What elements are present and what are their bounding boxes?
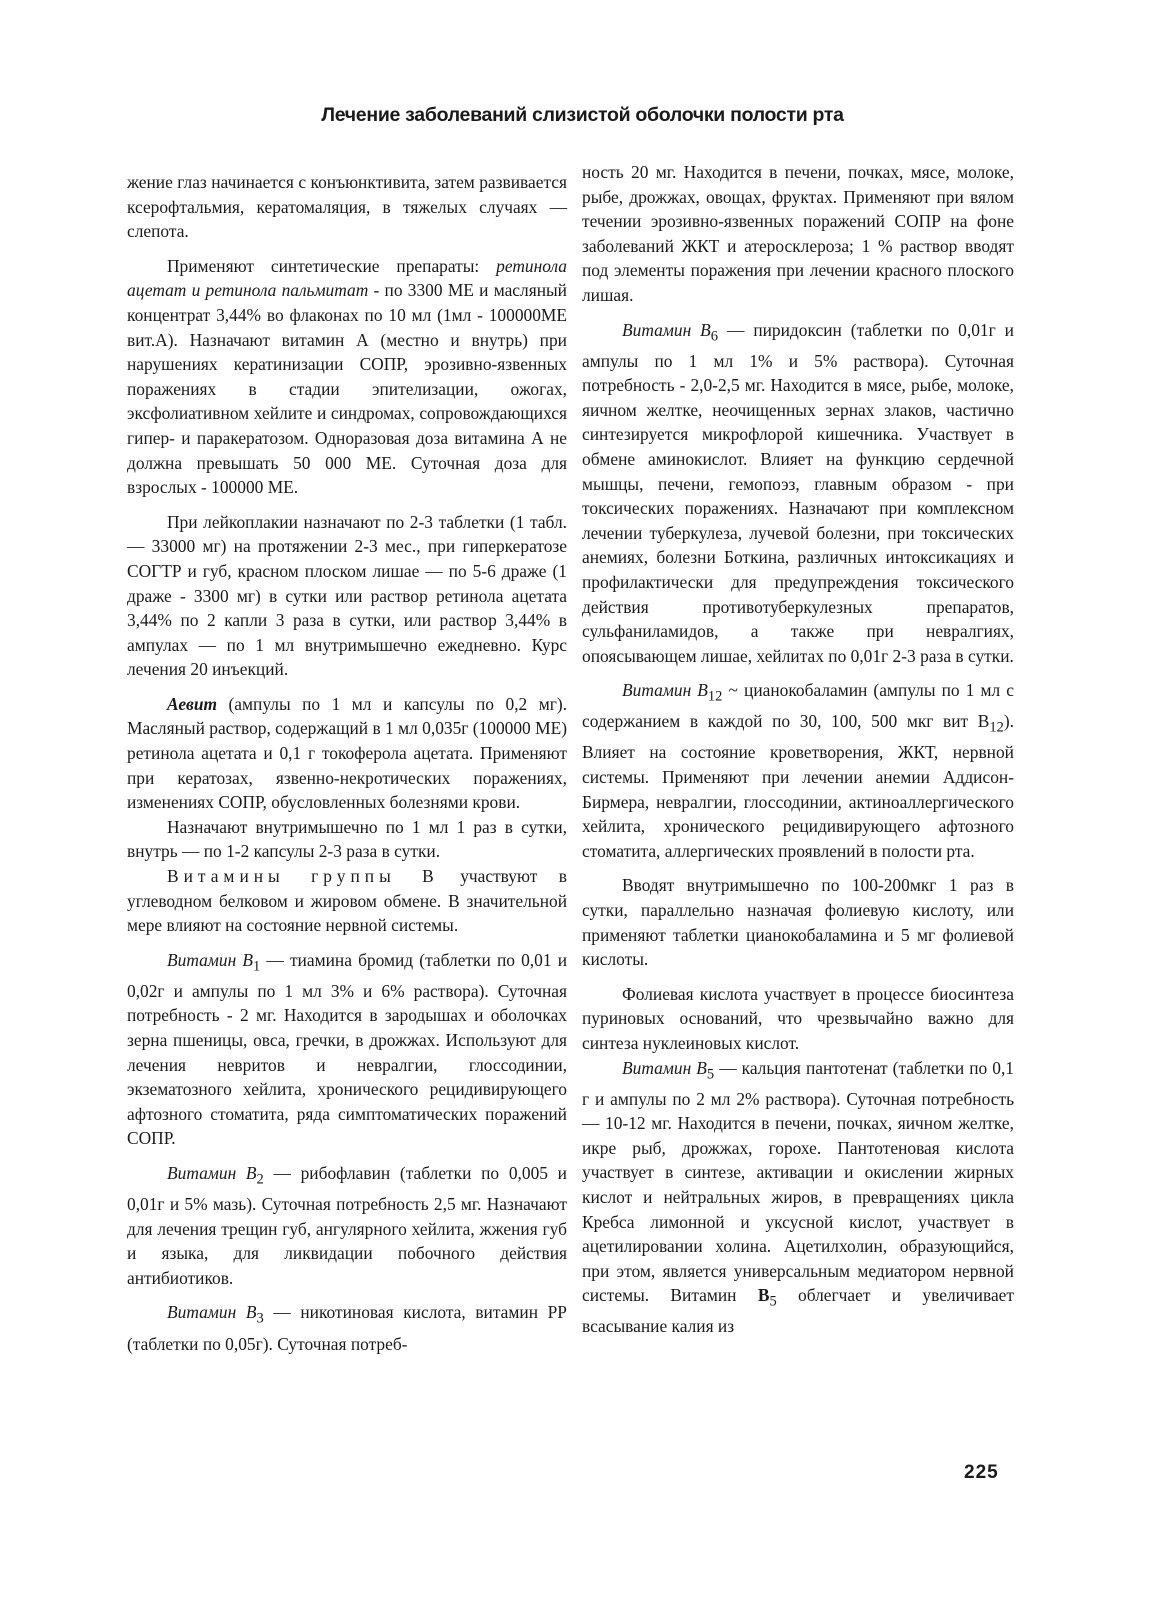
paragraph: Фолиевая кислота участвует в процессе биосинтеза пуриновых оснований, что чрезвычайно важно для синтеза нуклеиновых кислот. bbox=[582, 983, 1014, 1053]
page-number: 225 bbox=[964, 1462, 999, 1483]
vitamin-label: Витамин B bbox=[167, 1163, 257, 1184]
section-lead-spaced: Витамины группы В bbox=[167, 866, 439, 887]
paragraph-text: — тиамина бромид (таблетки по 0,01 и 0,02г и ампулы по 1 мл 3% и 6% раствора). Суточная потребность - 2 мг. Находится в зародышах и оболочках зерна пшеницы, овса, гречки, в дрожжах. Используют для лечения невритов и невралгии, глоссодинии, экзематозного хейлита, хронического рецидивирующего афтозного стоматита, ряда симптоматических поражений СОПР. bbox=[127, 949, 567, 1149]
paragraph: жение глаз начинается с конъюнктивита, затем развивается ксерофтальмия, кератомаляция, в тяжелых случаях — слепота. bbox=[127, 172, 567, 242]
vitamin-subscript: 2 bbox=[256, 1171, 264, 1188]
paragraph-text: - по 3300 МЕ и масляный концентрат 3,44% во флаконах по 10 мл (1мл - 100000МЕ вит.А). Назначают витамин А (местно и внутрь) при нарушениях кератинизации СОПР, эрозивно-язвенных поражениях в стадии эпителизации, ожогах, эксфолиативном хейлите и синдромах, сопровождающихся гипер- и паракератозом. Одноразовая доза витамина А не должна превышать 50 000 МЕ. Суточная доза для взрослых - 100000 МЕ. bbox=[127, 280, 567, 498]
left-column bbox=[127, 170, 567, 1366]
vitamin-label: Витамин B bbox=[167, 1302, 257, 1323]
paragraph bbox=[582, 678, 1014, 863]
paragraph-text: ~ цианокобаламин (ампулы по 1 мл с содержанием в каждой по 30, 100, 500 мкг вит B bbox=[582, 680, 1014, 732]
paragraph bbox=[127, 692, 567, 815]
paragraph bbox=[127, 254, 567, 500]
vitamin-inline: B bbox=[757, 1285, 770, 1306]
paragraph bbox=[127, 1161, 567, 1290]
running-header: Лечение заболеваний слизистой оболочки полости рта bbox=[321, 104, 844, 126]
paragraph bbox=[127, 1300, 567, 1356]
paragraph: Назначают внутримышечно по 1 мл 1 раз в сутки, внутрь — по 1-2 капсулы 2-3 раза в сутки. bbox=[127, 816, 567, 862]
paragraph-text: — рибофлавин (таблетки по 0,005 и 0,01г и 5% мазь). Суточная потребность 2,5 мг. Назначают для лечения трещин губ, ангулярного хейлита, жжения губ и языка, для ликвидации побочного действия антибиотиков. bbox=[127, 1163, 567, 1288]
vitamin-subscript: 6 bbox=[710, 328, 719, 345]
vitamin-subscript: 12 bbox=[989, 719, 1004, 736]
paragraph bbox=[127, 948, 567, 1151]
paragraph-text: облегчает и увеличивает всасывание калия из bbox=[582, 1285, 1014, 1337]
paragraph-text: ). Влияет на состояние кроветворения, ЖКТ, нервной системы. Применяют при лечении анемии Аддисон-Бирмера, невралгии, глоссодинии, актиноаллергического хейлита, хронического рецидивирующего афтозного стоматита, аллергических проявлений в полости рта. bbox=[582, 711, 1014, 861]
vitamin-subscript: 5 bbox=[706, 1066, 715, 1083]
paragraph-text: участвуют в углеводном белковом и жировом обмене. В значительной мере влияют на состояние нервной системы. bbox=[127, 866, 567, 936]
vitamin-subscript: 5 bbox=[769, 1293, 777, 1310]
vitamin-label: Витамин B bbox=[622, 680, 708, 701]
vitamin-label: Витамин B bbox=[622, 1057, 707, 1078]
drug-names: ретинола ацетат и ретинола пальмитат bbox=[127, 255, 567, 301]
paragraph: ность 20 мг. Находится в печени, почках, мясе, молоке, рыбе, дрожжах, овощах, фруктах. Применяют при вялом течении эрозивно-язвенных поражений СОПР на фоне заболеваний ЖКТ и атеросклероза; 1 % раствор вводят под элементы поражения при лечении красного плоского лишая. bbox=[582, 162, 1014, 305]
right-column bbox=[582, 160, 1014, 1349]
paragraph bbox=[127, 864, 567, 938]
paragraph-text: — пиридоксин (таблетки по 0,01г и ампулы по 1 мл 1% и 5% раствора). Суточная потребность - 2,0-2,5 мг. Находится в мясе, рыбе, молоке, яичном желтке, неочищенных зернах злаков, частично синтезируется микрофлорой кишечника. Участвует в обмене аминокислот. Влияет на функцию сердечной мышцы, печени, гемопоэз, главным образом - при токсических поражениях. Назначают при комплексном лечении туберкулеза, лучевой болезни, при токсических анемиях, болезни Боткина, различных интоксикациях и профилактически для предупреждения токсического действия противотуберкулезных препаратов, сульфаниламидов, а также при невралгиях, опоясывающем лишае, хейлитах по 0,01г 2-3 раза в сутки. bbox=[582, 319, 1014, 666]
paragraph-text: — никотиновая кислота, витамин РР (таблетки по 0,05г). Суточная потреб- bbox=[127, 1302, 567, 1354]
paragraph bbox=[582, 1056, 1014, 1339]
drug-name-aevit: Аевит bbox=[167, 693, 218, 714]
paragraph: При лейкоплакии назначают по 2-3 таблетки (1 табл. — 33000 мг) на протяжении 2-3 мес., при гиперкератозе СОГТР и губ, красном плоском лишае — по 5-6 драже (1 драже - 3300 мг) в сутки или раствор ретинола ацетата 3,44% по 2 капли 3 раза в сутки, или раствор 3,44% в ампулах — по 1 мл внутримышечно ежедневно. Курс лечения 20 инъекций. bbox=[127, 511, 567, 680]
vitamin-label: Витамин B bbox=[622, 319, 711, 340]
paragraph-lead: Применяют синтетические препараты: bbox=[167, 255, 497, 276]
vitamin-subscript: 3 bbox=[256, 1310, 264, 1327]
vitamin-label: Витамин B bbox=[167, 949, 253, 970]
vitamin-subscript: 1 bbox=[253, 958, 261, 975]
paragraph-text: — кальция пантотенат (таблетки по 0,1 г и ампулы по 2 мл 2% раствора). Суточная потребность — 10-12 мг. Находится в печени, почках, яичном желтке, икре рыб, дрожжах, горохе. Пантотеновая кислота участвует в синтезе, активации и окислении жирных кислот и нейтральных жиров, в превращениях цикла Кребса лимонной и уксусной кислот, участвует в ацетилировании холина. Ацетилхолин, образующийся, при этом, является универсальным медиатором нервной системы. Витамин bbox=[582, 1057, 1014, 1306]
paragraph bbox=[582, 318, 1014, 669]
paragraph: Вводят внутримышечно по 100-200мкг 1 раз в сутки, параллельно назначая фолиевую кислоту, или применяют таблетки цианокобаламина и 5 мг фолиевой кислоты. bbox=[582, 875, 1014, 970]
vitamin-subscript: 12 bbox=[707, 688, 723, 705]
paragraph-text: (ампулы по 1 мл и капсулы по 0,2 мг). Масляный раствор, содержащий в 1 мл 0,035г (100000 МЕ) ретинола ацетата и 0,1 г токоферола ацетата. Применяют при кератозах, язвенно-некротических поражениях, изменениях СОПР, обусловленных болезнями крови. bbox=[127, 693, 567, 813]
